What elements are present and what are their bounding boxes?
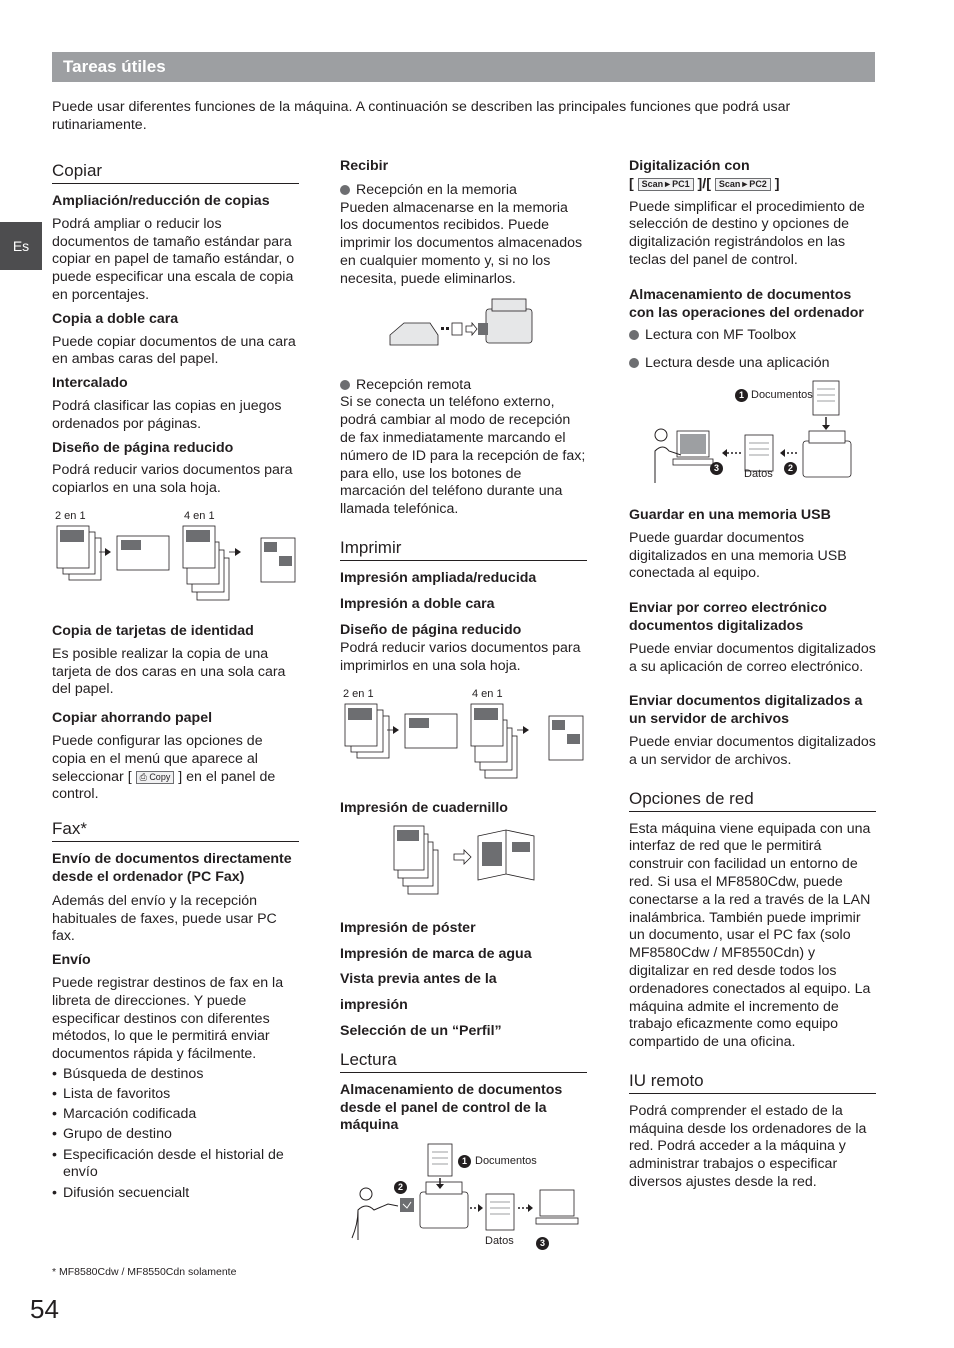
heading-opciones-de-red: Opciones de red bbox=[629, 789, 876, 812]
list-item: • Marcación codificada bbox=[52, 1106, 299, 1124]
subheading: Enviar documentos digitalizados a un servidor de archivos bbox=[629, 693, 863, 728]
scan-panel-figure bbox=[340, 1142, 587, 1260]
step-number-3: 3 bbox=[536, 1237, 549, 1250]
subheading: Almacenamiento de documentos con las operaciones del ordenador bbox=[629, 286, 864, 321]
paragraph: Es posible realizar la copia de una tarjeta de dos caras en una sola cara del papel. bbox=[52, 645, 286, 698]
subheading: Intercalado bbox=[52, 375, 128, 392]
subheading: Vista previa antes de la bbox=[340, 971, 497, 988]
heading-copiar: Copiar bbox=[52, 161, 299, 184]
figure-label-data: Datos bbox=[744, 467, 773, 480]
subheading: Ampliación/reducción de copias bbox=[52, 193, 270, 209]
paragraph: Puede registrar destinos de fax en la libreta de direcciones. Y puede especificar destinos con diferentes métodos, lo que le permitirá enviar documentos rápida y fácilmente. bbox=[52, 974, 284, 1063]
step-number-1: 1 bbox=[458, 1155, 471, 1168]
paragraph: Si se conecta un teléfono externo, podrá cambiar al modo de recepción de fax inmediatamente marcando el número de ID para la recepción de fax; para ello, use los botones de marcación del teléfono durante una llamada telefónica. bbox=[340, 394, 586, 518]
subheading: Almacenamiento de documentos desde el panel de control de la máquina bbox=[340, 1081, 563, 1134]
subheading: Recibir bbox=[340, 158, 389, 174]
paragraph: Puede guardar documentos digitalizados en una memoria USB conectada al equipo. bbox=[629, 529, 847, 582]
bullet-line: Recepción remota bbox=[340, 377, 587, 395]
bullet-line: Lectura desde una aplicación bbox=[629, 355, 876, 373]
paragraph: Puede configurar las opciones de copia en el menú que aparece al seleccionar [ ⎙ Copy ] en el panel de control. bbox=[52, 732, 276, 803]
paragraph: Esta máquina viene equipada con una interfaz de red que le permitirá construir con facilidad un entorno de red. Si usa el MF8580Cdw, puede conectarse a la red a través de la LAN inalámbrica. También puede imprimir un documento, usar el PC fax (solo MF8580Cdw / MF8550Cdn) y digitalizar en red desde todos los ordenadores conectados al equipo. La máquina admite el incremento de trabajo eficazmente como equipo compartido de una oficina. bbox=[629, 820, 871, 1051]
footnote: * MF8580Cdw / MF8550Cdn solamente bbox=[52, 1266, 237, 1278]
paragraph: Podrá reducir varios documentos para imprimirlos en una sola hoja. bbox=[340, 640, 581, 675]
heading-iu-remoto: IU remoto bbox=[629, 1071, 876, 1094]
subheading: Impresión de marca de agua bbox=[340, 945, 532, 962]
list-item: • Búsqueda de destinos bbox=[52, 1066, 299, 1084]
figure-label-data: Datos bbox=[485, 1235, 514, 1248]
figure-label-documents: Documentos bbox=[751, 388, 813, 401]
subheading: Copiar ahorrando papel bbox=[52, 710, 213, 727]
booklet-illustration bbox=[392, 824, 542, 904]
memory-reception-figure bbox=[340, 295, 587, 363]
subheading: Envío de documentos directamente desde el ordenador (PC Fax) bbox=[52, 851, 292, 885]
language-tab: Es bbox=[0, 222, 42, 270]
reduced-layout-figure bbox=[52, 510, 299, 614]
scan-pc1-key-icon: Scan►PC1 bbox=[638, 178, 694, 191]
paragraph: Podrá reducir varios documentos para copiarlos en una sola hoja. bbox=[52, 462, 293, 497]
figure-label-4in1: 4 en 1 bbox=[184, 509, 215, 522]
scan-keys-line: [ Scan►PC1 ]/[ Scan►PC2 ] bbox=[629, 175, 780, 192]
paragraph: Podrá clasificar las copias en juegos ordenados por páginas. bbox=[52, 397, 282, 432]
section-banner bbox=[52, 52, 875, 82]
subheading: Enviar por correo electrónico documentos digitalizados bbox=[629, 600, 827, 634]
bullet-line: Lectura con MF Toolbox bbox=[629, 327, 876, 345]
subheading: Copia a doble cara bbox=[52, 310, 179, 327]
intro-text: Puede usar diferentes funciones de la máquina. A continuación se describen las principales funciones que podrá usar rutinariamente. bbox=[52, 99, 791, 133]
bullet-dot bbox=[340, 185, 350, 195]
subheading: impresión bbox=[340, 997, 408, 1014]
column-3 bbox=[629, 158, 876, 1192]
print-reduced-layout-figure bbox=[340, 688, 587, 792]
paragraph: Puede copiar documentos de una cara en ambas caras del papel. bbox=[52, 333, 296, 368]
subheading: Diseño de página reducido bbox=[340, 621, 522, 638]
step-number-2: 2 bbox=[784, 462, 797, 475]
page-number: 54 bbox=[30, 1294, 59, 1324]
figure-label-2in1: 2 en 1 bbox=[343, 687, 374, 700]
list-item: • Especificación desde el historial de envío bbox=[52, 1147, 299, 1183]
subheading: Digitalización con bbox=[629, 158, 750, 174]
subheading: Envío bbox=[52, 952, 91, 969]
fax-to-printer-illustration bbox=[388, 295, 538, 359]
heading-lectura: Lectura bbox=[340, 1050, 587, 1073]
list-item: • Grupo de destino bbox=[52, 1126, 299, 1144]
pages-illustration bbox=[55, 524, 300, 614]
step-number-1: 1 bbox=[735, 389, 748, 402]
pages-illustration bbox=[343, 702, 588, 792]
paragraph: Puede enviar documentos digitalizados a un servidor de archivos. bbox=[629, 733, 876, 768]
heading-fax: Fax* bbox=[52, 819, 299, 842]
subheading: Copia de tarjetas de identidad bbox=[52, 622, 254, 639]
fax-bullet-list bbox=[52, 1066, 299, 1203]
paragraph: Podrá comprender el estado de la máquina desde los ordenadores de la red. Podrá acceder a la máquina y administrar trabajos o especificar diversos ajustes desde la red. bbox=[629, 1102, 867, 1191]
subheading: Impresión de póster bbox=[340, 919, 476, 936]
figure-label-2in1: 2 en 1 bbox=[55, 509, 86, 522]
column-1 bbox=[52, 158, 299, 1205]
subheading: Impresión ampliada/reducida bbox=[340, 569, 537, 586]
column-2 bbox=[340, 158, 587, 1260]
list-item: • Lista de favoritos bbox=[52, 1086, 299, 1104]
list-item: • Difusión secuencialt bbox=[52, 1185, 299, 1203]
bullet-dot bbox=[340, 380, 350, 390]
step-number-3: 3 bbox=[710, 462, 723, 475]
pc-scan-figure bbox=[629, 379, 876, 491]
subheading: Impresión a doble cara bbox=[340, 595, 495, 612]
bullet-line: Recepción en la memoria bbox=[340, 182, 587, 200]
heading-imprimir: Imprimir bbox=[340, 538, 587, 561]
paragraph: Pueden almacenarse en la memoria los documentos recibidos. Puede imprimir los documentos almacenados en cualquier momento y, si no los necesita, puede eliminarlos. bbox=[340, 199, 583, 287]
copy-key-icon: ⎙ Copy bbox=[136, 771, 175, 784]
page-title: Tareas útiles bbox=[63, 57, 166, 76]
scan-pc2-key-icon: Scan►PC2 bbox=[715, 178, 771, 191]
subheading: Selección de un “Perfil” bbox=[340, 1022, 502, 1039]
subheading: Diseño de página reducido bbox=[52, 439, 234, 456]
step-number-2: 2 bbox=[394, 1181, 407, 1194]
paragraph: Podrá ampliar o reducir los documentos de tamaño estándar para copiar en papel de tamaño estándar, o puede especificar una escala de copia en porcentajes. bbox=[52, 215, 295, 303]
booklet-figure bbox=[340, 824, 587, 906]
subheading: Impresión de cuadernillo bbox=[340, 799, 508, 816]
paragraph: Puede simplificar el procedimiento de selección de destino y opciones de digitalización registrándolos en las teclas del panel de control. bbox=[629, 198, 865, 268]
bullet-dot bbox=[629, 330, 639, 340]
paragraph: Puede enviar documentos digitalizados a su aplicación de correo electrónico. bbox=[629, 640, 876, 675]
figure-label-documents: Documentos bbox=[475, 1155, 537, 1168]
bullet-dot bbox=[629, 358, 639, 368]
figure-label-4in1: 4 en 1 bbox=[472, 687, 503, 700]
subheading: Guardar en una memoria USB bbox=[629, 506, 831, 523]
paragraph: Además del envío y la recepción habituales de faxes, puede usar PC fax. bbox=[52, 892, 277, 945]
